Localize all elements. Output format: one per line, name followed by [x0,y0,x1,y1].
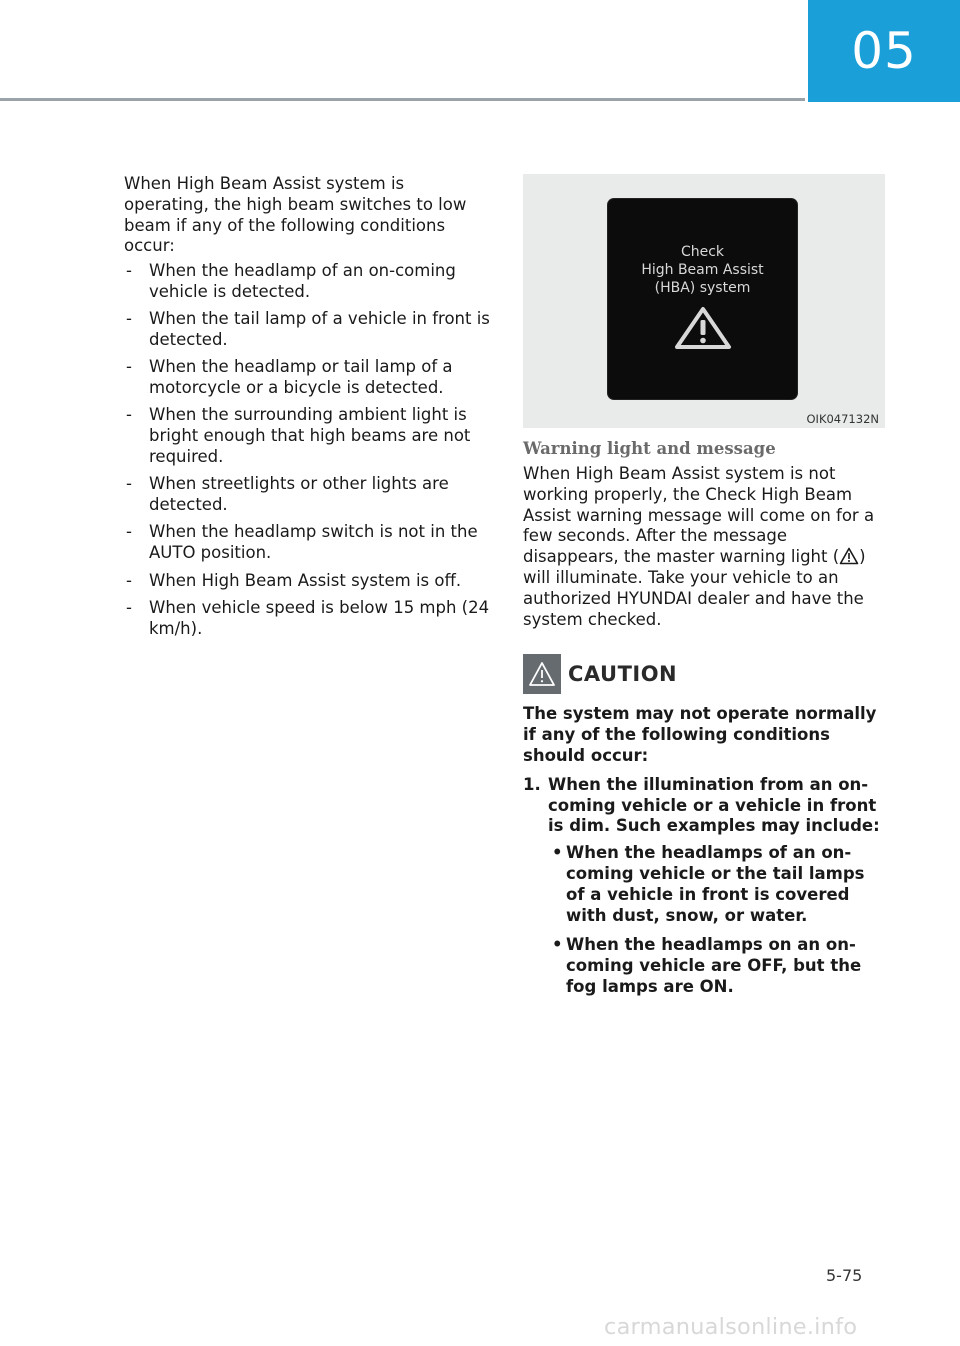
caution-bullet-list [548,843,887,998]
list-item: - When streetlights or other lights are detected. [126,474,449,515]
master-warning-icon [839,547,859,565]
caution-label: CAUTION [568,662,678,687]
list-item: - When High Beam Assist system is off. [126,570,462,590]
list-item: - When the headlamp switch is not in the AUTO position. [126,522,478,563]
caution-header [523,654,887,694]
intro-paragraph: When High Beam Assist system is operating, the high beam switches to low beam if any of the following conditions occur: [124,174,467,256]
list-item: • When the headlamps of an on-coming vehicle or the tail lamps of a vehicle in front is covered with dust, snow, or water. [552,843,865,925]
caution-triangle-icon [528,661,556,687]
list-item: - When vehicle speed is below 15 mph (24 km/h). [126,597,490,638]
list-item: • When the headlamps on an on-coming vehicle are OFF, but the fog lamps are ON. [552,935,862,996]
caution-numbered-list [523,775,887,998]
header-divider [0,98,805,101]
page-number: 5-75 [826,1266,863,1285]
caution-intro: The system may not operate normally if any of the following conditions should occur: [523,704,877,765]
warning-paragraph: When High Beam Assist system is not working properly, the Check High Beam Assist warning message will come on for a few seconds. After the message disappears, the master warning light ( ) will illuminate. Take your vehicle to an authorized HYUNDAI dealer and have the system checked. [523,464,875,629]
chapter-tab [808,0,960,102]
condition-list [124,261,494,639]
list-item: - When the headlamp of an on-coming vehicle is detected. [126,261,456,301]
caution-badge [523,654,561,694]
caution-body [523,704,887,997]
section-heading: Warning light and message [523,439,776,458]
cluster-display [608,199,797,399]
chapter-number: 05 [851,22,917,80]
display-line: (HBA) system [654,280,751,296]
display-line: Check [680,244,725,260]
list-item: - When the tail lamp of a vehicle in front is detected. [126,309,490,350]
list-item: - When the surrounding ambient light is bright enough that high beams are not required. [126,405,471,467]
warning-triangle-icon [674,306,732,350]
display-message [608,243,797,297]
watermark: carmanualsonline.info [604,1314,858,1340]
list-item: - When the headlamp or tail lamp of a motorcycle or a bicycle is detected. [126,357,453,398]
list-item: 1. When the illumination from an on-coming vehicle or a vehicle in front is dim. Such examples may include: • When the headlamps of an on-coming vehicle or the tail lamps of a vehicle in front is covered with dust, snow, or water. • When the headlamps on an on-coming vehicle are OFF, but the fog lamps are ON. [523,775,887,998]
display-line: High Beam Assist [641,262,764,278]
cluster-figure [523,174,885,428]
right-column [523,174,887,1007]
left-column [124,174,494,646]
figure-code: OIK047132N [806,412,879,426]
